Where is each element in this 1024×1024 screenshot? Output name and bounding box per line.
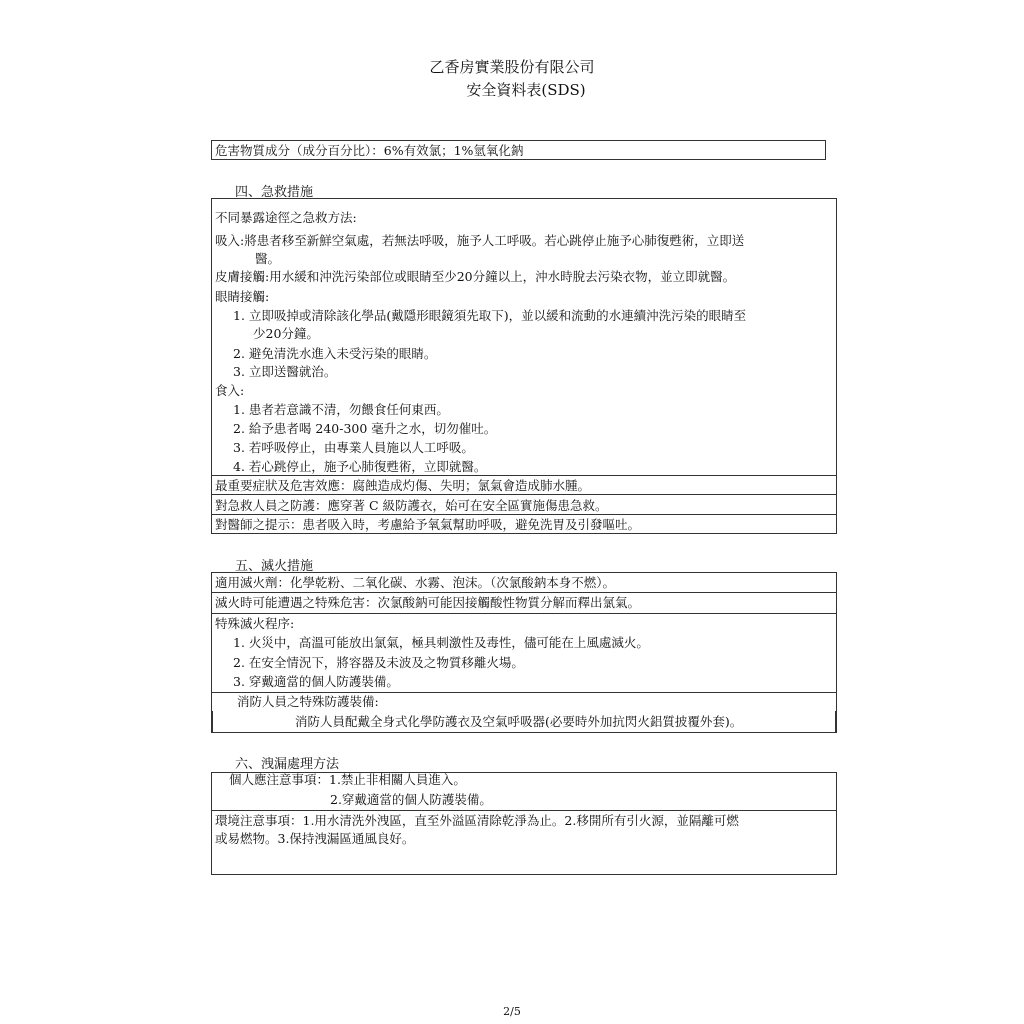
- inhalation-line-2: 醫。: [255, 251, 281, 266]
- company-name: 乙香房實業股份有限公司: [429, 58, 595, 76]
- inhalation-line-1: 吸入:將患者移至新鮮空氣處，若無法呼吸，施予人工呼吸。若心跳停止施予心肺復甦術，立即送: [215, 233, 745, 248]
- divider: [211, 475, 837, 476]
- firefighter-equipment-label: 消防人員之特殊防護裝備:: [237, 694, 379, 709]
- divider: [211, 494, 837, 495]
- fire-procedure-label: 特殊滅火程序:: [215, 616, 295, 631]
- ingestion-step-3: 3. 若呼吸停止，由專業人員施以人工呼吸。: [233, 440, 474, 455]
- ingestion-step-2: 2. 給予患者喝 240-300 毫升之水，切勿催吐。: [233, 421, 497, 436]
- divider: [835, 711, 837, 732]
- divider: [211, 732, 837, 733]
- ingestion-step-4: 4. 若心跳停止，施予心肺復甦術，立即就醫。: [233, 459, 487, 474]
- divider: [211, 514, 837, 515]
- symptoms-effects: 最重要症狀及危害效應：腐蝕造成灼傷、失明；氯氣會造成肺水腫。: [215, 478, 591, 493]
- personal-precautions-1: 個人應注意事項：1.禁止非相關人員進入。: [229, 772, 466, 787]
- divider: [211, 874, 837, 875]
- divider: [211, 613, 837, 614]
- rescuer-protection: 對急救人員之防護：應穿著 C 級防護衣，始可在安全區實施傷患急救。: [215, 498, 608, 513]
- personal-precautions-2: 2.穿戴適當的個人防護裝備。: [330, 792, 492, 807]
- divider: [211, 772, 212, 875]
- eye-step-1a: 1. 立即吸掉或清除該化學品(戴隱形眼鏡須先取下)，並以緩和流動的水連續沖洗污染的眼睛至: [233, 308, 747, 323]
- fire-procedure-2: 2. 在安全情況下，將容器及未波及之物質移離火場。: [233, 655, 524, 670]
- section-4-heading: 四、急救措施: [235, 185, 314, 200]
- skin-contact: 皮膚接觸:用水緩和沖洗污染部位或眼睛至少20分鐘以上，沖水時脫去污染衣物，並立即就醫。: [215, 269, 736, 284]
- document-title: 安全資料表(SDS): [466, 81, 586, 99]
- eye-step-1b: 少20分鐘。: [253, 326, 319, 341]
- first-aid-intro: 不同暴露途徑之急救方法:: [215, 210, 357, 225]
- eye-step-3: 3. 立即送醫就治。: [233, 364, 337, 379]
- divider: [211, 711, 213, 732]
- page-number: 2/5: [503, 1005, 521, 1018]
- environmental-precautions-2: 或易燃物。3.保持洩漏區通風良好。: [215, 831, 415, 846]
- special-fire-hazard: 滅火時可能遭遇之特殊危害：次氯酸鈉可能因接觸酸性物質分解而釋出氯氣。: [215, 595, 641, 610]
- environmental-precautions-1: 環境注意事項：1.用水清洗外洩區，直至外溢區清除乾淨為止。2.移開所有引火源，並隔離可燃: [215, 813, 739, 828]
- hazard-composition-text: 危害物質成分（成分百分比）：6%有效氯；1%氫氧化鈉: [215, 143, 524, 158]
- physician-note: 對醫師之提示：患者吸入時，考慮給予氧氣幫助呼吸，避免洗胃及引發嘔吐。: [215, 517, 641, 532]
- eye-contact-label: 眼睛接觸:: [215, 289, 270, 304]
- firefighter-equipment-text: 消防人員配戴全身式化學防護衣及空氣呼吸器(必要時外加抗閃火鋁質披覆外套)。: [295, 714, 743, 729]
- divider: [211, 810, 837, 811]
- section-6-heading: 六、洩漏處理方法: [235, 757, 340, 772]
- fire-procedure-1: 1. 火災中，高溫可能放出氯氣，極具刺激性及毒性，儘可能在上風處滅火。: [233, 635, 649, 650]
- divider: [836, 772, 837, 875]
- extinguishing-agents: 適用滅火劑：化學乾粉、二氧化碳、水霧、泡沫。（次氯酸鈉本身不燃）。: [215, 575, 616, 590]
- fire-procedure-3: 3. 穿戴適當的個人防護裝備。: [233, 674, 399, 689]
- divider: [211, 592, 837, 593]
- ingestion-step-1: 1. 患者若意識不清，勿餵食任何東西。: [233, 402, 449, 417]
- eye-step-2: 2. 避免清洗水進入未受污染的眼睛。: [233, 346, 437, 361]
- ingestion-label: 食入:: [215, 383, 245, 398]
- section-5-heading: 五、滅火措施: [235, 559, 314, 574]
